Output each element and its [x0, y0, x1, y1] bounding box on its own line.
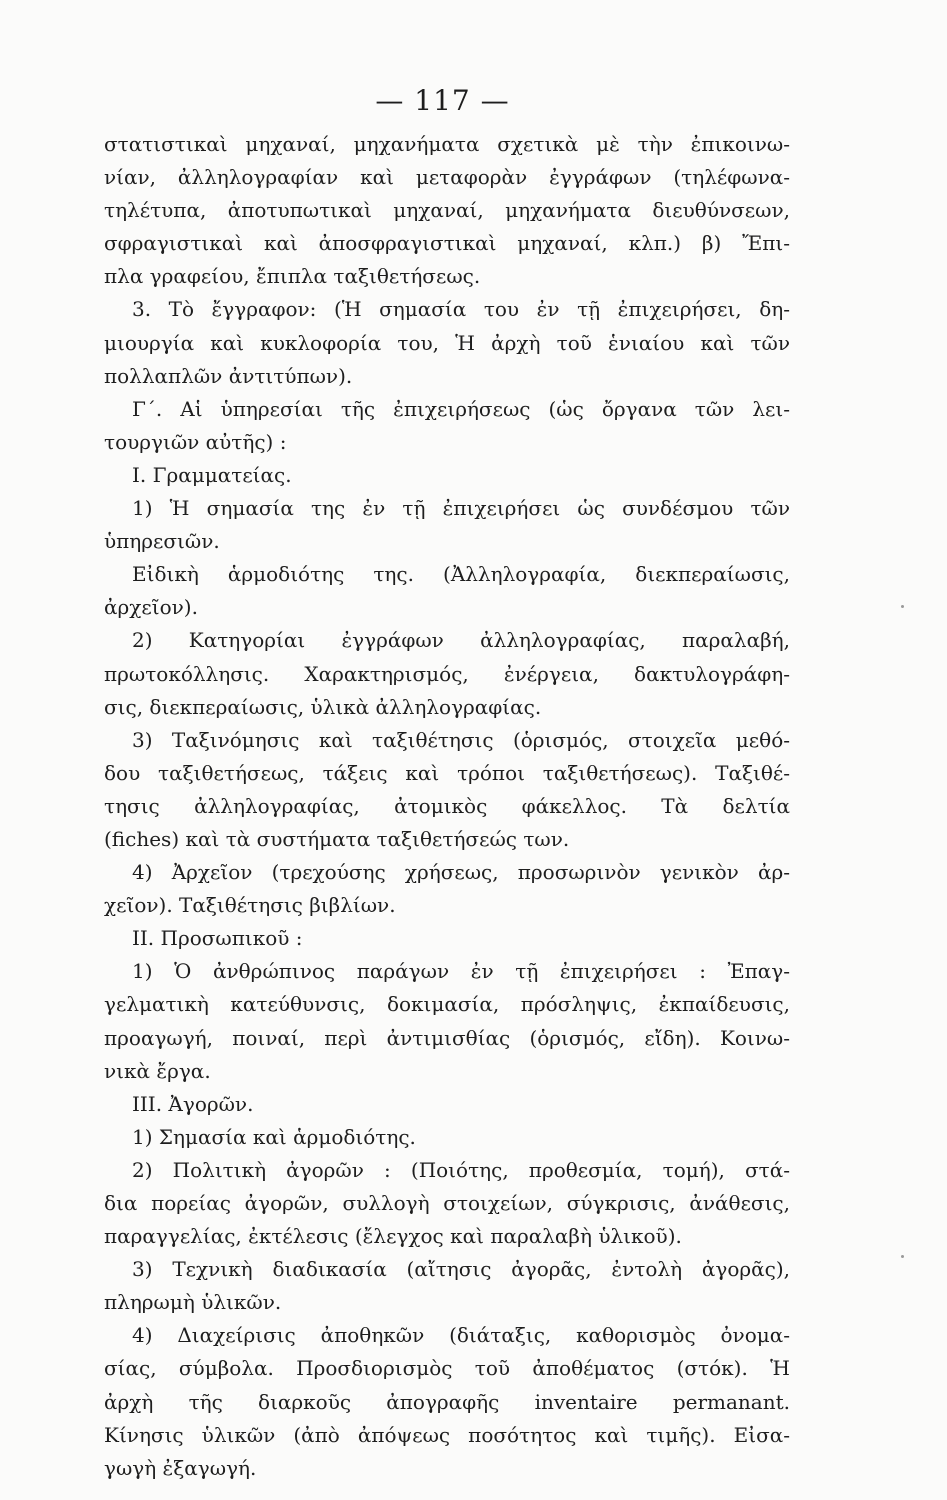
text-line: πρωτοκόλλησις. Χαρακτηρισμός, ἐνέργεια, δακτυλογράφη-	[104, 661, 790, 686]
text-line: 3. Τὸ ἔγγραφον: (Ἡ σημασία του ἐν τῇ ἐπιχειρήσει, δη-	[132, 297, 790, 322]
text-line: νικὰ ἔργα.	[104, 1058, 211, 1083]
text-line: 1) Ἡ σημασία της ἐν τῇ ἐπιχειρήσει ὡς συνδέσμου τῶν	[132, 496, 790, 521]
text-line: πληρωμὴ ὑλικῶν.	[104, 1290, 282, 1315]
page-text	[104, 128, 790, 1485]
text-line: (fiches) καὶ τὰ συστήματα ταξιθετήσεώς των.	[104, 826, 570, 851]
text-line: ΙΙΙ. Ἀγορῶν.	[132, 1091, 254, 1116]
text-line: 3) Τεχνικὴ διαδικασία (αἴτησις ἀγορᾶς, ἐντολὴ ἀγορᾶς),	[132, 1257, 790, 1282]
scan-speck	[901, 1255, 904, 1258]
text-line: ὑπηρεσιῶν.	[104, 529, 220, 554]
text-line: σφραγιστικαὶ καὶ ἀποσφραγιστικαὶ μηχαναί, κλπ.) β) Ἔπι-	[104, 231, 790, 256]
text-line: Γ΄. Αἱ ὑπηρεσίαι τῆς ἐπιχειρήσεως (ὡς ὄργανα τῶν λει-	[132, 396, 790, 421]
text-line: στατιστικαὶ μηχαναί, μηχανήματα σχετικὰ μὲ τὴν ἐπικοινω-	[104, 132, 790, 156]
text-line: Εἰδικὴ ἁρμοδιότης της. (Ἀλληλογραφία, διεκπεραίωσις,	[132, 562, 790, 587]
text-line: τησις ἀλληλογραφίας, ἀτομικὸς φάκελλος. Τὰ δελτία	[104, 793, 790, 818]
text-line: σις, διεκπεραίωσις, ὑλικὰ ἀλληλογραφίας.	[104, 694, 542, 719]
text-line: τηλέτυπα, ἀποτυπωτικαὶ μηχαναί, μηχανήματα διευθύνσεων,	[104, 198, 790, 223]
text-line: μιουργία καὶ κυκλοφορία του, Ἡ ἀρχὴ τοῦ ἑνιαίου καὶ τῶν	[104, 330, 790, 355]
text-line: γωγὴ ἐξαγωγή.	[104, 1455, 257, 1480]
text-line: γελματικὴ κατεύθυνσις, δοκιμασία, πρόσληψις, ἐκπαίδευσις,	[104, 992, 790, 1017]
text-line: προαγωγή, ποιναί, περὶ ἀντιμισθίας (ὁρισμός, εἴδη). Κοινω-	[104, 1025, 790, 1050]
text-line: 3) Ταξινόμησις καὶ ταξιθέτησις (ὁρισμός, στοιχεῖα μεθό-	[132, 727, 790, 752]
text-line: 1) Σημασία καὶ ἁρμοδιότης.	[132, 1124, 416, 1149]
text-line: ἀρχὴ τῆς διαρκοῦς ἀπογραφῆς inventaire permanant.	[104, 1389, 790, 1414]
text-line: Ι. Γραμματείας.	[132, 462, 292, 487]
text-line: ἀρχεῖον).	[104, 595, 198, 620]
text-line: ΙΙ. Προσωπικοῦ :	[132, 926, 303, 951]
text-line: Κίνησις ὑλικῶν (ἀπὸ ἀπόψεως ποσότητος καὶ τιμῆς). Εἰσα-	[104, 1422, 790, 1447]
text-line: τουργιῶν αὐτῆς) :	[104, 429, 287, 454]
text-line: χεῖον). Ταξιθέτησις βιβλίων.	[104, 893, 396, 918]
page-number: — 117 —	[375, 84, 510, 117]
text-line: 2) Πολιτικὴ ἀγορῶν : (Ποιότης, προθεσμία, τομή), στά-	[132, 1157, 790, 1182]
text-line: νίαν, ἀλληλογραφίαν καὶ μεταφορὰν ἐγγράφων (τηλέφωνα-	[104, 165, 790, 190]
text-line: πλα γραφείου, ἔπιπλα ταξιθετήσεως.	[104, 264, 481, 289]
text-line: σίας, σύμβολα. Προσδιορισμὸς τοῦ ἀποθέματος (στόκ). Ἡ	[104, 1356, 790, 1381]
text-line: δια πορείας ἀγορῶν, συλλογὴ στοιχείων, σύγκρισις, ἀνάθεσις,	[104, 1191, 790, 1215]
scan-speck	[901, 605, 904, 608]
text-line: 4) Διαχείρισις ἀποθηκῶν (διάταξις, καθορισμὸς ὀνομα-	[132, 1323, 790, 1348]
text-line: πολλαπλῶν ἀντιτύπων).	[104, 363, 353, 388]
text-line: 4) Ἀρχεῖον (τρεχούσης χρήσεως, προσωρινὸν γενικὸν ἀρ-	[132, 860, 790, 885]
text-line: 2) Κατηγορίαι ἐγγράφων ἀλληλογραφίας, παραλαβή,	[132, 628, 790, 653]
text-line: παραγγελίας, ἐκτέλεσις (ἔλεγχος καὶ παραλαβὴ ὑλικοῦ).	[104, 1224, 682, 1249]
text-line: 1) Ὁ ἀνθρώπινος παράγων ἐν τῇ ἐπιχειρήσει : Ἐπαγ-	[132, 959, 790, 984]
text-line: δου ταξιθετήσεως, τάξεις καὶ τρόποι ταξιθετήσεως). Ταξιθέ-	[104, 760, 790, 785]
